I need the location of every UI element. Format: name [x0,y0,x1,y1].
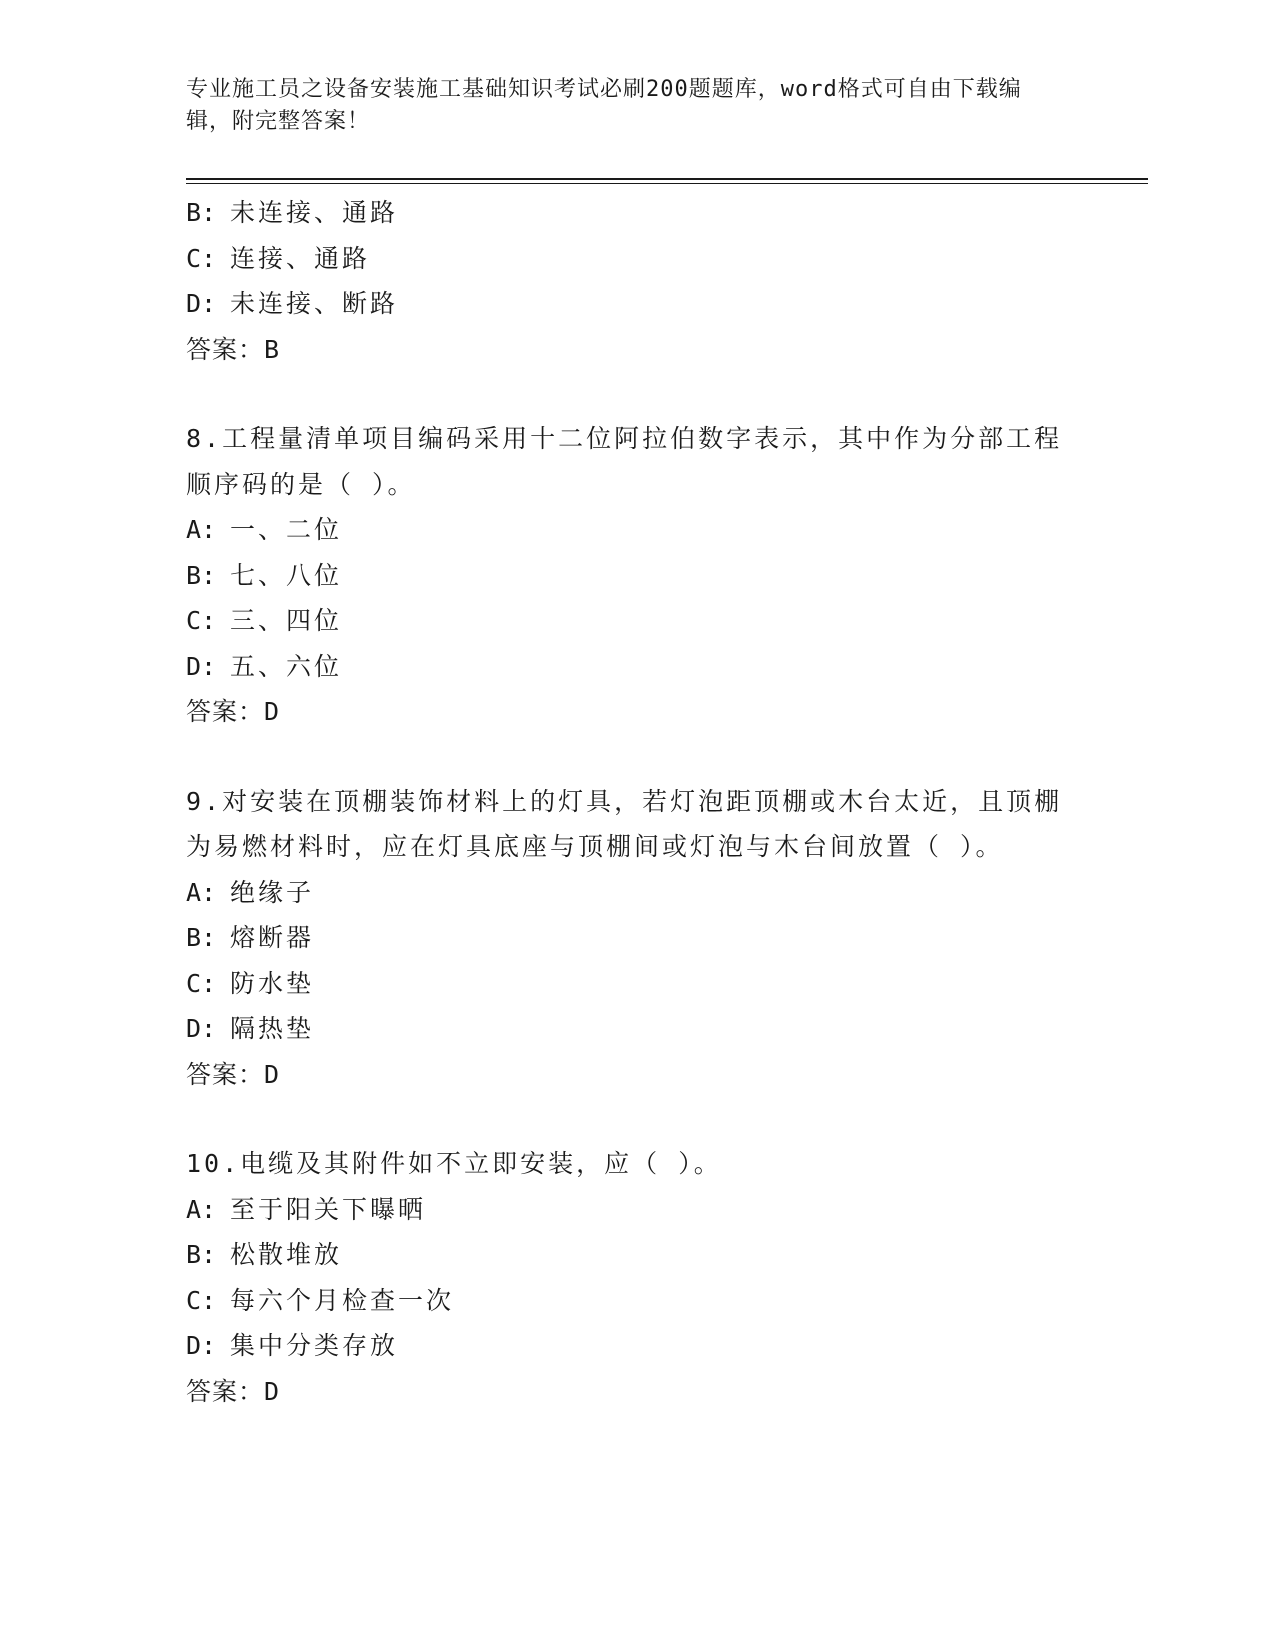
question-text: 9.对安装在顶棚装饰材料上的灯具，若灯泡距顶棚或木台太近，且顶棚为易燃材料时，应在灯具底座与顶棚间或灯泡与木台间放置（ ）。 [186,786,1063,861]
option-label: D: [186,651,217,681]
option-a [186,507,1076,553]
option-d [186,1006,1076,1052]
option-label: D: [186,1014,217,1043]
option-d [186,1323,1076,1369]
option-label: C: [186,1285,217,1315]
option-label: B: [186,560,217,590]
option-text: 三、四位 [230,606,343,635]
option-c [186,236,1076,282]
question-8 [186,416,1076,735]
option-label: A: [186,515,217,544]
answer-value: D [264,697,281,726]
option-text: 松散堆放 [230,1240,343,1269]
option-label: A: [186,877,217,907]
option-c [186,1278,1076,1324]
option-d [186,281,1076,327]
option-text: 熔断器 [230,923,315,952]
question-10 [186,1141,1076,1414]
question-text: 10.电缆及其附件如不立即安装，应（ ）。 [186,1149,722,1178]
header-divider-thick [186,178,1148,180]
option-text: 未连接、断路 [230,289,399,318]
option-text: 隔热垫 [230,1014,315,1043]
option-a [186,1187,1076,1233]
option-text: 绝缘子 [230,877,315,907]
answer-line [186,1369,1076,1415]
option-text: 每六个月检查一次 [230,1285,455,1315]
answer-value: D [264,1376,281,1406]
option-b [186,553,1076,599]
option-text: 七、八位 [230,560,343,590]
answer-label: 答案： [186,334,265,364]
option-text: 连接、通路 [230,243,371,273]
question-list [186,190,1076,1414]
question-7 [186,190,1076,372]
option-label: B: [186,1240,217,1269]
answer-line [186,689,1076,735]
answer-value: D [264,1059,281,1089]
option-text: 五、六位 [230,651,343,681]
option-label: C: [186,606,217,635]
option-a [186,870,1076,916]
option-c [186,961,1076,1007]
document-header: 专业施工员之设备安装施工基础知识考试必刷200题题库，word格式可自由下载编辑，附完整答案！ [186,77,1022,134]
option-text: 防水垫 [230,968,315,998]
option-c [186,598,1076,644]
answer-line [186,327,1076,373]
option-label: B: [186,198,217,227]
option-label: A: [186,1194,217,1224]
option-label: D: [186,1331,217,1360]
question-9 [186,779,1076,1098]
answer-label: 答案： [186,1059,265,1089]
option-d [186,644,1076,690]
option-b [186,1232,1076,1278]
option-text: 一、二位 [230,515,343,544]
option-label: B: [186,923,217,952]
option-text: 未连接、通路 [230,198,399,227]
option-b [186,915,1076,961]
option-label: C: [186,243,217,273]
question-text: 8.工程量清单项目编码采用十二位阿拉伯数字表示，其中作为分部工程顺序码的是（ ）。 [186,424,1063,499]
answer-label: 答案： [186,697,265,726]
answer-label: 答案： [186,1376,265,1406]
option-label: C: [186,968,217,998]
answer-value: B [264,334,281,364]
option-b [186,190,1076,236]
option-text: 至于阳关下曝晒 [230,1194,427,1224]
header-divider-thin [186,183,1148,184]
option-text: 集中分类存放 [230,1331,399,1360]
option-label: D: [186,289,217,318]
answer-line [186,1052,1076,1098]
